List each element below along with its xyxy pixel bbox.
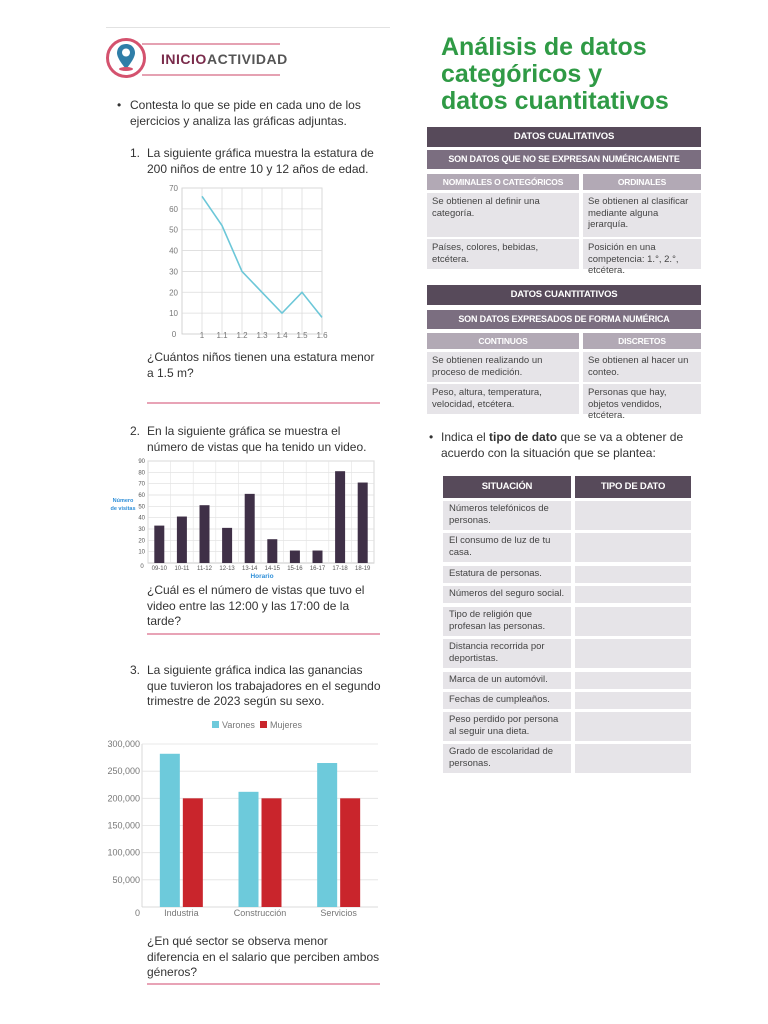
qual-r1c2: Se obtienen al clasificar mediante alguna jerarquía.	[583, 193, 701, 237]
line-x-tick-label: 1.6	[316, 331, 328, 340]
grouped-x-tick-label: Servicios	[320, 908, 357, 918]
grouped-x-tick-label: Construcción	[233, 908, 287, 918]
qual-r2c2: Posición en una competencia: 1.°, 2.°, etcétera.	[583, 239, 701, 269]
q2-text: En la siguiente gráfica se muestra el número de vistas que ha tenido un video.	[147, 424, 367, 454]
situation-row-1: Números telefónicos de personas.	[443, 501, 571, 530]
bar-chart-bar	[335, 471, 345, 563]
quant-r2c1: Peso, altura, temperatura, velocidad, etcétera.	[427, 384, 579, 414]
bar-chart-bar	[267, 539, 277, 563]
grouped-bar-varones	[239, 792, 259, 907]
line-y-tick-label: 70	[169, 184, 178, 193]
grouped-chart-origin: 0	[134, 908, 140, 918]
grouped-bar-mujeres	[183, 798, 203, 907]
situation-row-9: Peso perdido por persona al seguir una dieta.	[443, 712, 571, 741]
bar-chart-y-ticks	[138, 459, 145, 556]
situation-row-7: Marca de un automóvil.	[443, 672, 571, 689]
line-chart-origin: 0	[171, 330, 177, 339]
right-bullet-dot: •	[429, 430, 434, 444]
quant-header: DATOS CUANTITATIVOS	[427, 285, 701, 305]
grouped-bar-varones	[317, 763, 337, 907]
title-line-1: Análisis de datos	[441, 33, 647, 61]
instruction-text: Contesta lo que se pide en cada uno de los ejercicios y analiza las gráficas adjuntas.	[130, 98, 361, 128]
earnings-grouped-bar-chart	[104, 716, 384, 922]
tipo-dato-input-1[interactable]	[575, 501, 691, 530]
tipo-dato-input-3[interactable]	[575, 566, 691, 583]
inicio-actividad-header	[106, 38, 288, 78]
line-y-tick-label: 30	[169, 267, 178, 277]
grouped-bar-varones	[160, 754, 180, 907]
bar-x-tick-label: 16-17	[309, 566, 326, 572]
tipo-dato-input-7[interactable]	[575, 672, 691, 689]
quant-subheader: SON DATOS EXPRESADOS DE FORMA NUMÉRICA	[427, 310, 701, 329]
tipo-dato-input-10[interactable]	[575, 744, 691, 773]
bar-y-tick-label: 30	[138, 527, 145, 533]
quant-r2c2: Personas que hay, objetos vendidos, etcétera.	[583, 384, 701, 414]
grouped-y-tick-label: 200,000	[107, 793, 140, 804]
situation-row-4: Números del seguro social.	[443, 586, 571, 603]
line-y-tick-label: 20	[169, 288, 178, 298]
quant-col-continuos: CONTINUOS	[427, 333, 579, 349]
bar-x-tick-label: 09-10	[151, 566, 167, 572]
bar-y-tick-label: 80	[138, 470, 145, 477]
location-pin-icon	[114, 42, 138, 72]
instruction-post: que se va a obtener de acuerdo con la situación que se plantea:	[441, 430, 684, 460]
quant-r1c2: Se obtienen al hacer un conteo.	[583, 352, 701, 382]
line-y-tick-label: 10	[169, 309, 178, 319]
bar-chart-x-ticks	[152, 566, 371, 572]
legend-swatch-mujeres	[260, 721, 267, 728]
inicio-label: INICIO	[161, 51, 207, 67]
situation-row-5: Tipo de religión que profesan las personas.	[443, 607, 571, 636]
bar-x-tick-label: 18-19	[355, 566, 371, 572]
bar-x-tick-label: 13-14	[242, 566, 258, 572]
grouped-bar-mujeres	[262, 798, 282, 907]
bar-chart-bar	[313, 551, 323, 563]
views-bar-chart	[104, 455, 380, 583]
situation-row-2: El consumo de luz de tu casa.	[443, 533, 571, 562]
grouped-y-tick-label: 250,000	[107, 766, 140, 777]
tipo-dato-input-4[interactable]	[575, 586, 691, 603]
situation-col-header: SITUACIÓN	[443, 476, 571, 498]
tipo-dato-input-6[interactable]	[575, 639, 691, 668]
grouped-chart-legend	[212, 720, 303, 730]
q3-text: La siguiente gráfica indica las ganancias que tuvieron los trabajadores en el segundo trimestre de 2023 según su sexo.	[147, 663, 381, 708]
bar-chart-bar	[245, 494, 255, 563]
right-instruction	[441, 430, 696, 461]
height-line-chart	[130, 180, 350, 345]
situation-table	[441, 476, 691, 776]
qual-r2c1: Países, colores, bebidas, etcétera.	[427, 239, 579, 269]
qual-col-nominales: NOMINALES O CATEGÓRICOS	[427, 174, 579, 190]
instruction-pre: Indica el	[441, 430, 490, 444]
bar-chart-bar	[154, 526, 164, 563]
bar-x-tick-label: 10-11	[174, 566, 190, 572]
situation-row-6: Distancia recorrida por deportistas.	[443, 639, 571, 668]
bar-x-tick-label: 17-18	[332, 566, 348, 572]
line-x-tick-label: 1.1	[216, 331, 228, 340]
bar-chart-ylabel-2: de visitas	[110, 506, 136, 512]
line-y-tick-label: 50	[169, 225, 178, 235]
q3-number: 3.	[130, 663, 141, 677]
q2-number: 2.	[130, 424, 141, 438]
bar-chart-bar	[200, 505, 210, 563]
bar-chart-origin: 0	[140, 564, 144, 570]
situation-row-10: Grado de escolaridad de personas.	[443, 744, 571, 773]
bullet-dot: •	[117, 98, 122, 112]
line-x-tick-label: 1.5	[296, 331, 308, 340]
line-x-tick-label: 1.4	[276, 331, 288, 340]
instruction-bold: tipo de dato	[489, 430, 558, 444]
quant-r1c1: Se obtienen realizando un proceso de medición.	[427, 352, 579, 382]
bar-chart-bar	[358, 483, 368, 563]
badge-top-rule	[142, 43, 280, 45]
bar-y-tick-label: 40	[138, 515, 145, 522]
line-x-tick-label: 1	[199, 331, 205, 340]
q3-question: ¿En qué sector se observa menor diferencia en el salario que perciben ambos géneros?	[147, 934, 380, 979]
bar-y-tick-label: 90	[138, 459, 145, 465]
line-y-tick-label: 60	[169, 204, 178, 214]
bar-y-tick-label: 10	[138, 549, 145, 556]
q2-question: ¿Cuál es el número de vistas que tuvo el video entre las 12:00 y las 17:00 de la tarde?	[147, 583, 365, 628]
q2-answer-line[interactable]	[147, 633, 380, 635]
grouped-chart-y-ticks	[107, 739, 140, 885]
grouped-bar-mujeres	[340, 798, 360, 907]
bar-x-tick-label: 12-13	[219, 566, 235, 572]
tipo-dato-input-5[interactable]	[575, 607, 691, 636]
bar-y-tick-label: 60	[138, 493, 145, 499]
bar-chart-xlabel: Horario	[250, 573, 274, 580]
grouped-x-tick-label: Industria	[164, 908, 199, 918]
qual-header: DATOS CUALITATIVOS	[427, 127, 701, 147]
qual-subheader: SON DATOS QUE NO SE EXPRESAN NUMÉRICAMENTE	[427, 150, 701, 169]
legend-swatch-varones	[212, 721, 219, 728]
tipo-dato-input-9[interactable]	[575, 712, 691, 741]
grouped-y-tick-label: 50,000	[112, 874, 140, 885]
badge-bottom-rule	[142, 74, 280, 76]
line-y-tick-label: 40	[169, 246, 178, 256]
tipo-dato-col-header: TIPO DE DATO	[575, 476, 691, 498]
legend-label-varones: Varones	[222, 720, 255, 730]
grouped-y-tick-label: 300,000	[107, 739, 140, 749]
q3-answer-line[interactable]	[147, 983, 380, 985]
bar-x-tick-label: 11-12	[197, 566, 212, 572]
top-divider	[106, 27, 390, 28]
q1-number: 1.	[130, 146, 141, 160]
line-chart-y-ticks	[169, 184, 178, 318]
bar-y-tick-label: 50	[138, 504, 145, 511]
q1-question: ¿Cuántos niños tienen una estatura menor a 1.5 m?	[147, 350, 375, 380]
situation-row-8: Fechas de cumpleaños.	[443, 692, 571, 709]
title-line-2: categóricos y	[441, 60, 603, 88]
grouped-y-tick-label: 150,000	[107, 820, 140, 831]
bar-y-tick-label: 70	[138, 481, 145, 488]
situation-row-3: Estatura de personas.	[443, 566, 571, 583]
q1-text: La siguiente gráfica muestra la estatura de 200 niños de entre 10 y 12 años de edad.	[147, 146, 374, 176]
bar-chart-bar	[222, 528, 232, 563]
bar-chart-bar	[290, 551, 300, 563]
line-x-tick-label: 1.3	[256, 331, 268, 340]
actividad-label: ACTIVIDAD	[207, 51, 288, 67]
legend-label-mujeres: Mujeres	[270, 720, 303, 730]
quant-col-discretos: DISCRETOS	[583, 333, 701, 349]
title-line-3: datos cuantitativos	[441, 87, 669, 115]
bar-x-tick-label: 14-15	[264, 566, 280, 572]
page-title	[441, 34, 741, 115]
q1-answer-line[interactable]	[147, 402, 380, 404]
bar-chart-bar	[177, 517, 187, 563]
line-x-tick-label: 1.2	[236, 331, 248, 340]
bar-y-tick-label: 20	[138, 538, 145, 545]
grouped-y-tick-label: 100,000	[107, 847, 140, 858]
grouped-chart-x-ticks	[164, 908, 357, 918]
qual-col-ordinales: ORDINALES	[583, 174, 701, 190]
bar-x-tick-label: 15-16	[287, 566, 303, 572]
qual-r1c1: Se obtienen al definir una categoría.	[427, 193, 579, 237]
bar-chart-ylabel-1: Número	[112, 498, 134, 504]
tipo-dato-input-8[interactable]	[575, 692, 691, 709]
tipo-dato-input-2[interactable]	[575, 533, 691, 562]
